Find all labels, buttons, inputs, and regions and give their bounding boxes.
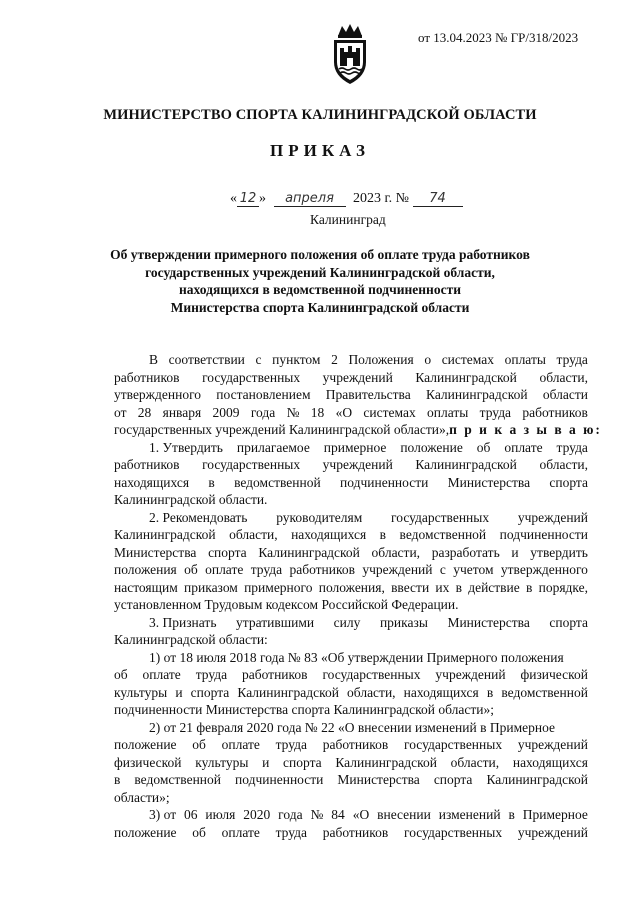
body-word: примерное — [323, 439, 387, 455]
body-word: об — [192, 824, 206, 840]
body-word: Правительства — [325, 387, 411, 402]
ministry-name: МИНИСТЕРСТВО СПОРТА КАЛИНИНГРАДСКОЙ ОБЛАСТИ — [103, 107, 537, 123]
body-word: области»; — [114, 789, 170, 805]
body-word: № — [286, 404, 300, 420]
body-word: Калининградской — [426, 387, 528, 402]
body-word: года — [278, 807, 303, 822]
body-word: и — [175, 684, 183, 700]
body-word: области, — [539, 457, 588, 472]
body-word: области, — [347, 684, 396, 700]
body-word: положение — [114, 737, 177, 752]
body-word: в — [208, 474, 215, 490]
body-word: учреждений — [517, 824, 588, 840]
body-word: учреждений — [517, 737, 588, 752]
title-line: государственных учреждений Калининградской области, — [145, 264, 495, 280]
body-line — [114, 421, 602, 439]
body-word: их — [435, 579, 450, 595]
body-word: Калининградской — [114, 527, 216, 542]
registration-number: от 13.04.2023 № ГР/318/2023 — [418, 30, 579, 45]
body-word: Министерства — [447, 474, 531, 490]
body-word: 2009 — [212, 404, 240, 420]
body-word: государственных — [391, 509, 490, 525]
body-line — [114, 596, 588, 614]
body-word: постановлением — [216, 387, 311, 402]
body-word: оплате — [142, 667, 181, 682]
body-word: спорта — [283, 754, 322, 770]
body-word: положение — [114, 824, 177, 840]
body-word: действие — [468, 579, 520, 595]
body-word: пунктом — [272, 352, 321, 367]
body-line — [114, 719, 588, 737]
body-word: с — [439, 562, 446, 577]
body-word: учреждений — [517, 509, 588, 525]
body-word: государственных — [404, 824, 503, 840]
date-close-quote: » — [259, 191, 266, 206]
body-line — [114, 544, 588, 562]
body-word: 2. Рекомендовать — [149, 509, 248, 525]
body-word: ведомственной — [501, 684, 588, 700]
body-word: «О — [335, 404, 353, 420]
body-word: 18 — [310, 404, 325, 420]
body-line — [114, 439, 588, 457]
body-line — [114, 474, 588, 492]
body-word: подчиненности — [340, 474, 429, 490]
body-word: спорта — [208, 544, 247, 560]
body-line — [114, 771, 588, 789]
body-word: в — [508, 807, 515, 822]
body-word: 2020 — [243, 807, 271, 822]
body-word: государственных — [202, 369, 301, 385]
body-line — [114, 701, 588, 719]
body-word: утвержденного — [500, 562, 588, 577]
body-word: приказы — [379, 614, 428, 630]
date-line — [230, 191, 463, 211]
body-word: учреждений — [435, 667, 506, 682]
body-word: внесении — [377, 807, 431, 822]
body-word: В — [149, 352, 159, 367]
body-word: оплате — [205, 562, 244, 577]
body-word: июля — [205, 807, 236, 822]
title-line: Об утверждении примерного положения об оплате труда работников — [110, 247, 530, 262]
body-word: труда — [479, 404, 512, 420]
body-word: 1) от 18 июля 2018 года № 83 «Об утверждении Примерного положения — [149, 649, 564, 665]
body-word: в — [526, 579, 533, 595]
body-word: прилагаемое — [236, 439, 310, 455]
body-line — [114, 351, 588, 369]
date-month: апреля — [274, 192, 346, 207]
body-word: года — [250, 404, 276, 420]
body-word: 3) от — [149, 807, 177, 822]
body-line — [114, 526, 588, 544]
body-word: и — [511, 544, 519, 560]
body-word: спорта — [549, 614, 588, 630]
body-word: Положения — [348, 352, 414, 367]
body-word: области, — [371, 544, 421, 560]
body-line — [114, 456, 588, 474]
body-word: работников — [289, 562, 355, 577]
body-word: работников — [522, 404, 588, 420]
body-word: государственных — [202, 457, 301, 472]
body-word: области, — [229, 527, 278, 542]
body-word: настоящим — [114, 579, 178, 595]
body-word: приказом — [184, 579, 238, 595]
body-word: оплаты — [427, 404, 469, 420]
body-word: в — [455, 579, 462, 595]
body-word: соответствии — [168, 352, 245, 367]
body-word: подчиненности Министерства спорта Калининградской области»; — [114, 702, 495, 717]
body-word: 28 — [137, 404, 152, 420]
body-word: Министерства — [447, 614, 530, 630]
body-word: 2 — [331, 352, 338, 367]
body-word: труда — [556, 352, 588, 367]
body-line — [114, 736, 588, 754]
body-word: утратившими — [236, 614, 315, 630]
body-word: положения, — [318, 579, 385, 595]
body-word: от — [114, 404, 127, 420]
body-word: положения — [114, 562, 177, 577]
order-title — [80, 246, 560, 316]
body-line — [114, 666, 588, 684]
body-word: Министерства — [337, 772, 420, 787]
body-line — [114, 369, 588, 387]
body-word: об — [114, 667, 128, 682]
body-word: работников — [242, 667, 308, 682]
body-word: находящихся — [114, 474, 190, 490]
body-word: в — [486, 684, 494, 700]
body-line — [114, 561, 588, 579]
body-word: 1. Утвердить — [149, 439, 223, 455]
body-word: установленном Трудовым кодексом Российской Федерации. — [114, 597, 459, 612]
body-line — [114, 754, 588, 772]
body-line — [114, 614, 588, 632]
body-line — [114, 491, 588, 509]
body-word: труда — [556, 439, 588, 455]
body-word: спорта — [549, 474, 588, 490]
body-word: учреждений — [362, 562, 433, 577]
body-word: с — [255, 352, 262, 367]
body-word: января — [162, 404, 202, 420]
body-word: разработать — [431, 544, 500, 560]
body-line — [114, 649, 588, 667]
body-word: находящихся — [512, 754, 588, 770]
body-word: Калининградской — [486, 772, 588, 787]
title-line: находящихся в ведомственной подчиненности — [179, 282, 461, 297]
body-word: Калининградской — [258, 544, 360, 560]
body-word: «О — [352, 807, 370, 822]
body-word: труда — [275, 824, 308, 840]
body-word: оплате — [221, 737, 260, 752]
body-word: Калининградской — [415, 369, 517, 385]
body-word: 06 — [184, 807, 198, 822]
order-number: 74 — [413, 192, 463, 207]
body-word: ведомственной — [399, 527, 487, 542]
body-word: утвердить — [530, 544, 588, 560]
body-word: спорта — [433, 772, 473, 787]
date-open-quote: « — [230, 191, 237, 206]
body-word: спорта — [190, 684, 230, 700]
body-word: Министерства — [114, 544, 197, 560]
title-line: Министерства спорта Калининградской области — [170, 299, 470, 315]
body-word: Калининградской — [415, 457, 517, 472]
body-word: оплате — [221, 824, 260, 840]
body-word: 3. Признать — [149, 614, 217, 630]
body-word: учреждений — [322, 369, 393, 385]
body-line — [114, 789, 588, 807]
body-line — [114, 631, 588, 649]
coat-of-arms-icon — [328, 22, 372, 86]
body-word: об — [192, 737, 206, 752]
body-word: области, — [539, 369, 588, 385]
document-type: ПРИКАЗ — [270, 141, 370, 160]
body-word: Калининградской области. — [114, 492, 268, 507]
body-word: государственных учреждений Калининградской области», — [114, 422, 450, 437]
body-word: находящихся — [291, 527, 367, 542]
body-word: в — [379, 527, 387, 542]
body-word: в — [114, 772, 121, 787]
body-line — [114, 806, 588, 824]
city: Калининград — [310, 212, 386, 227]
body-word: 2) от 21 февраля 2020 года № 22 «О внесении изменений в Примерное — [149, 719, 555, 735]
body-word: труда — [275, 737, 308, 752]
body-word: труда — [250, 562, 283, 577]
body-line — [114, 509, 588, 527]
date-day: 12 — [237, 192, 259, 207]
body-word: Калининградской области: — [114, 632, 268, 647]
body-word: учреждений — [322, 457, 393, 472]
body-word: культуры — [195, 754, 249, 770]
body-word: работников — [322, 824, 389, 840]
body-line — [114, 684, 588, 702]
body-word: руководителям — [276, 509, 363, 525]
body-word: области, — [450, 754, 500, 770]
body-word: государственных — [322, 667, 421, 682]
body-word: ведомственной — [234, 474, 321, 490]
body-word: ведомственной — [134, 772, 222, 787]
body-word: об — [476, 439, 491, 455]
body-word: Калининградской — [237, 684, 339, 700]
body-word: физической — [114, 754, 182, 770]
body-word: государственных — [404, 737, 503, 752]
body-word: силу — [333, 614, 361, 630]
body-word: физической — [520, 667, 588, 682]
body-word: работников — [114, 457, 180, 472]
body-word: Примерное — [522, 807, 588, 822]
body-word: подчиненности — [499, 527, 588, 542]
body-word: и — [262, 754, 270, 770]
body-word: № — [310, 807, 324, 822]
body-line — [114, 386, 588, 404]
body-word: об — [184, 562, 198, 577]
body-word: о — [424, 352, 432, 367]
body-line — [114, 579, 588, 597]
body-word: системах — [363, 404, 416, 420]
body-word: подчиненности — [235, 772, 324, 787]
body-line — [114, 404, 588, 422]
body-line — [114, 824, 588, 842]
body-word: работников — [322, 737, 389, 752]
body-word: труда — [195, 667, 228, 682]
body-word: оплаты — [504, 352, 546, 367]
date-year: 2023 г. № — [353, 191, 410, 206]
body-word: Калининградской — [335, 754, 437, 770]
body-word: утвержденного — [114, 387, 202, 402]
body-word: области — [542, 387, 588, 402]
body-word: 84 — [331, 807, 345, 822]
body-word: изменений — [438, 807, 501, 822]
body-word: учетом — [453, 562, 494, 577]
body-word: системах — [441, 352, 494, 367]
body-word: оплате — [504, 439, 543, 455]
body-word: культуры — [114, 684, 168, 700]
body-word: находящихся — [403, 684, 479, 700]
body-word: примерного — [244, 579, 313, 595]
body-word: работников — [114, 369, 180, 385]
body-word: порядке, — [538, 579, 588, 595]
body-word: положение — [400, 439, 463, 455]
body-word: п р и к а з ы в а ю: — [449, 422, 602, 437]
order-body — [114, 351, 602, 841]
body-word: ввести — [391, 579, 430, 595]
